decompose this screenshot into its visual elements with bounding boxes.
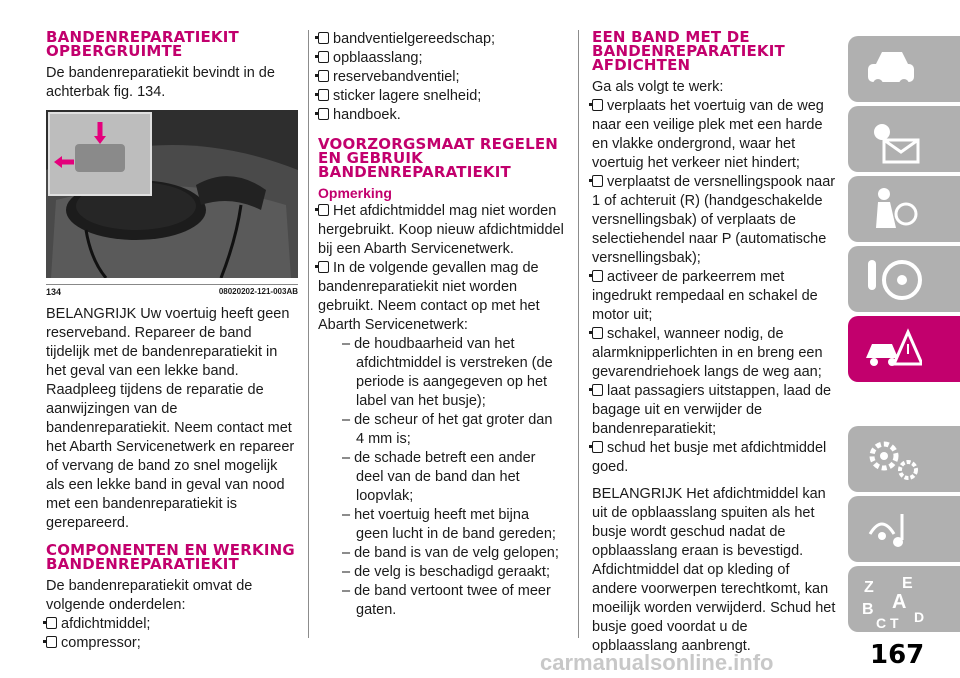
heading-kit-storage: BANDENREPARATIEKIT OPBERGRUIMTE [46,28,239,60]
svg-text:C: C [876,615,887,630]
list-item: sticker lagere snelheid; [318,87,564,106]
paragraph-location: De bandenreparatiekit bevindt in de achterbak fig. 134. [46,65,275,100]
svg-text:D: D [914,609,925,625]
bullet-icon [592,384,603,396]
column-divider-1 [308,30,309,638]
tab-index[interactable] [848,566,960,632]
bullet-icon [318,261,329,273]
tab-warning-lights[interactable] [848,106,960,172]
svg-text:T: T [890,615,899,630]
steering-icon [862,254,922,304]
figure-number: 134 [46,287,62,297]
list-item: afdichtmiddel; [46,615,298,634]
detail-illustration [50,114,150,194]
note-item: In de volgende gevallen mag de bandenreparatiekit niet worden gebruikt. Neem contact op met het Abarth Servicenetwerk: [318,260,540,333]
tab-breakdown[interactable] [848,316,960,382]
tab-seat-safety[interactable] [848,176,960,242]
bullet-icon [318,108,329,120]
bullet-icon [318,51,329,63]
breakdown-icon [862,324,922,374]
dash-item: – de schade betreft een ander deel van de band dan het loopvlak; [342,450,536,504]
car-icon [862,44,922,94]
paragraph-important-2: BELANGRIJK Het afdichtmiddel kan uit de opblaasslang spuiten als het busje wordt geschud nadat de opblaasslang eraan is bevestigd. Afdichtmiddel dat op kleding of andere voorwerpen terechtkomt, kan moeilijk worden verwijderd. Schud het busje goed voordat u de opblaasslang aanbrengt. [592,486,836,654]
step-item: verplaats het voertuig van de weg naar een veilige plek met een harde en vlakke ondergrond, waar het voertuig het verkeer niet hindert; [592,98,824,171]
bullet-icon [592,175,603,187]
bullet-icon [318,32,329,44]
bullet-icon [592,327,603,339]
bullet-icon [592,441,603,453]
step-item: schakel, wanneer nodig, de alarmknipperlichten in en breng een gevarendriehoek langs de weg aan; [592,326,823,380]
column-divider-2 [578,30,579,638]
figure-caption [46,284,298,297]
bullet-icon [318,70,329,82]
tab-maintenance[interactable] [848,426,960,492]
warning-lights-icon [862,114,922,164]
dash-item: – de velg is beschadigd geraakt; [342,564,550,580]
bullet-icon [592,99,603,111]
index-icon [862,574,942,630]
step-item: schud het busje met afdichtmiddel goed. [592,440,827,475]
list-item: reservebandventiel; [318,68,564,87]
bullet-icon [46,617,57,629]
paragraph-components-intro: De bandenreparatiekit omvat de volgende onderdelen: [46,578,253,613]
dash-item: – de band is van de velg gelopen; [342,545,559,561]
trunk-figure [46,110,298,278]
watermark: carmanualsonline.info [540,650,774,675]
svg-text:E: E [902,575,913,592]
subheading-note: Opmerking [318,185,392,201]
multimedia-icon [862,504,922,554]
bullet-icon [318,204,329,216]
maintenance-icon [862,434,922,484]
tab-car[interactable] [848,36,960,102]
column-3 [592,30,836,661]
svg-text:Z: Z [864,579,874,596]
bullet-icon [592,270,603,282]
paragraph-steps-intro: Ga als volgt te werk: [592,79,724,95]
column-1 [46,30,298,653]
heading-precautions: VOORZORGSMAAT REGELEN EN GEBRUIK BANDENREPARATIEKIT [318,135,559,181]
page-number: 167 [870,640,925,670]
list-item: handboek. [318,106,564,125]
list-item: bandventielgereedschap; [318,30,564,49]
seat-safety-icon [862,184,922,234]
figure-code: 08020202-121-003AB [218,287,298,296]
tab-steering[interactable] [848,246,960,312]
list-item: compressor; [46,634,298,653]
svg-text:A: A [892,591,907,613]
heading-components: COMPONENTEN EN WERKING BANDENREPARATIEKIT [46,541,295,573]
step-item: laat passagiers uitstappen, laad de bagage uit en verwijder de bandenreparatiekit; [592,383,832,437]
bullet-icon [46,636,57,648]
column-2 [318,30,564,620]
detail-inset [48,112,152,196]
list-item: opblaasslang; [318,49,564,68]
heading-seal-tire: EEN BAND MET DE BANDENREPARATIEKIT AFDICHTEN [592,28,785,74]
dash-item: – de scheur of het gat groter dan 4 mm is; [342,412,553,447]
dash-item: – de band vertoont twee of meer gaten. [342,583,551,618]
paragraph-important: BELANGRIJK Uw voertuig heeft geen reserveband. Repareer de band tijdelijk met de bandenreparatiekit in het geval van een lekke band. Raadpleeg tijdens de reparatie de aanwijzingen van de bandenreparatiekit. Neem contact met het Abarth Servicenetwerk en repareer of vervang de band zo snel mogelijk als een lekke band in geval van nood met een bandenreparatiekit is gerepareerd. [46,306,295,531]
step-item: verplaatst de versnellingspook naar 1 of achteruit (R) (handgeschakelde versnellingsbak) of verplaats de selectiehendel naar P (automatische versnellingsbak); [592,174,836,266]
step-item: activeer de parkeerrem met ingedrukt rempedaal en schakel de motor uit; [592,269,818,323]
dash-item: – het voertuig heeft met bijna geen lucht in de band gereden; [342,507,556,542]
tab-multimedia[interactable] [848,496,960,562]
dash-item: – de houdbaarheid van het afdichtmiddel is verstreken (de periode is aangegeven op het label van het busje); [342,336,553,409]
svg-text:B: B [862,601,874,618]
bullet-icon [318,89,329,101]
note-item: Het afdichtmiddel mag niet worden hergebruikt. Koop nieuw afdichtmiddel bij een Abarth Servicenetwerk. [318,203,564,257]
